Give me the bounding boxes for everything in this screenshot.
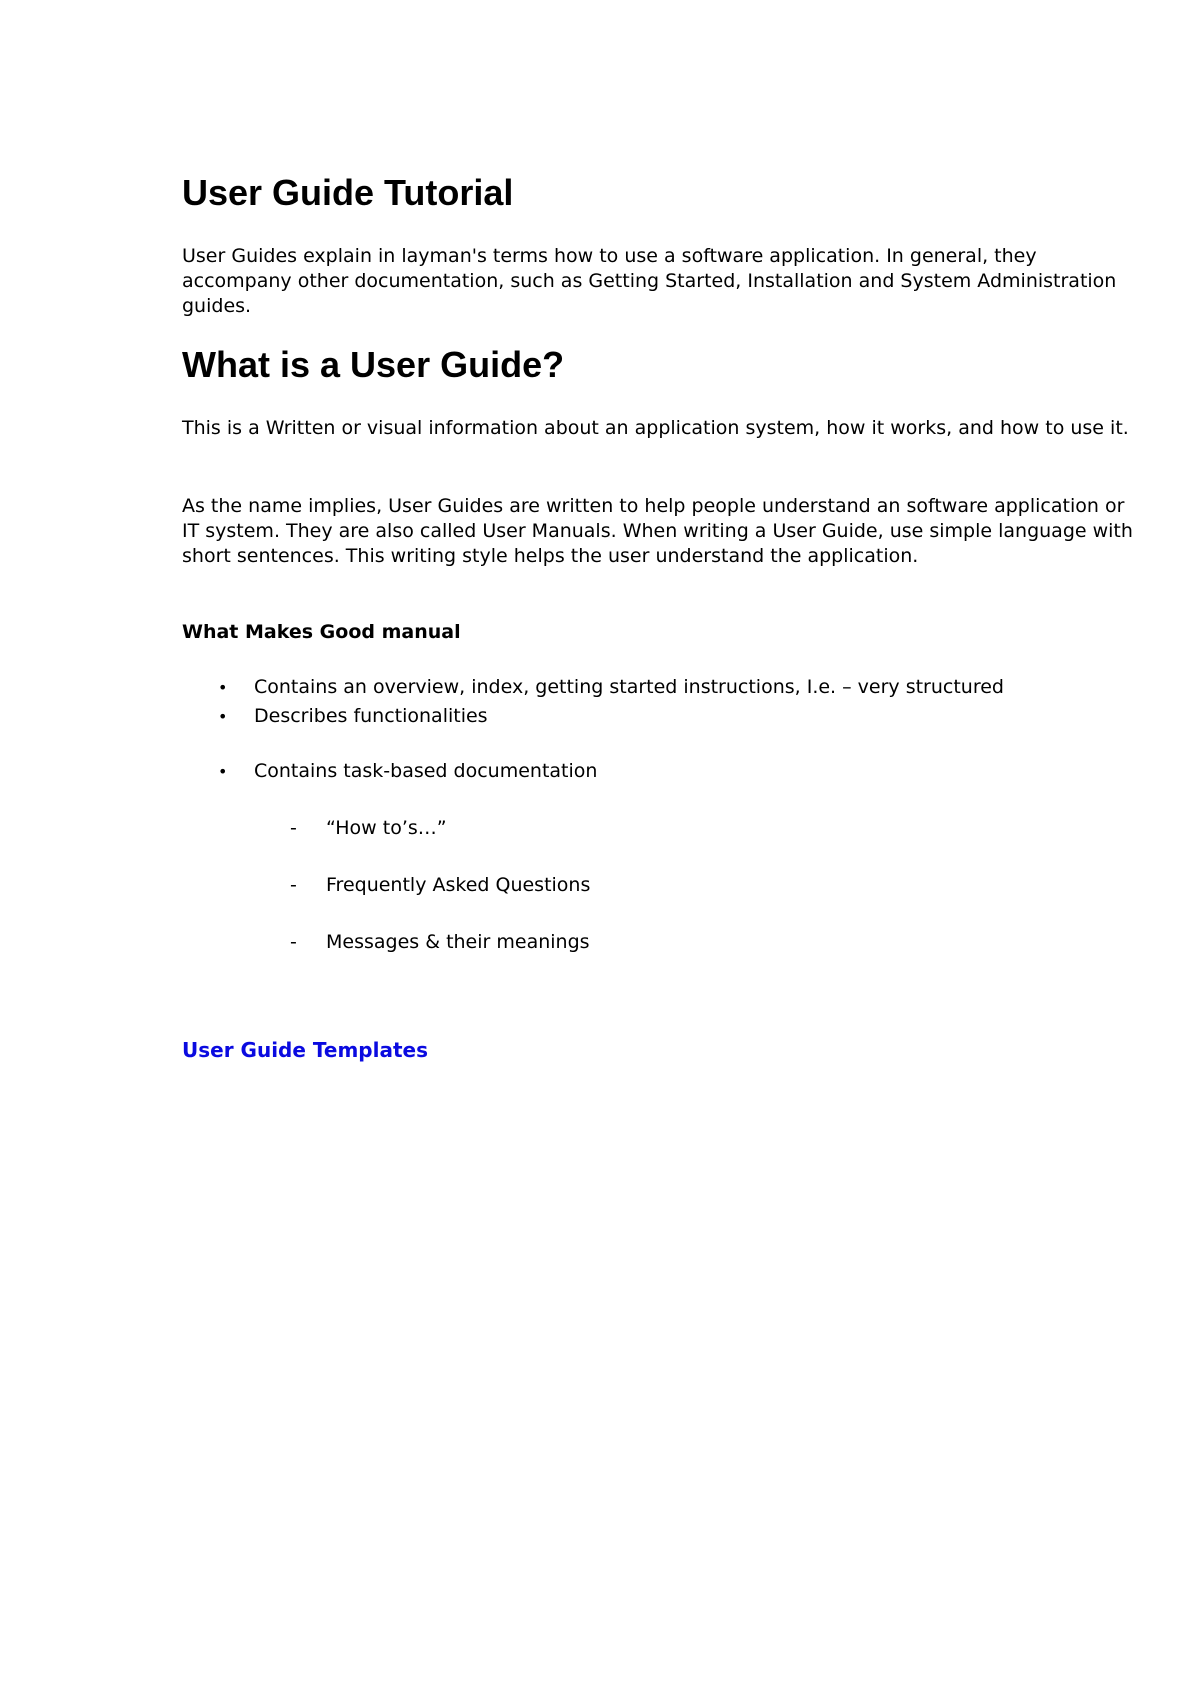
user-guide-templates-link[interactable]: User Guide Templates: [182, 1038, 428, 1062]
dash-icon: -: [290, 817, 297, 839]
sub-list-item: [290, 873, 590, 898]
bullet-icon: •: [218, 762, 228, 781]
list-item-text: Contains an overview, index, getting started instructions, I.e. – very structured: [254, 676, 1004, 698]
sub-list-item-text: “How to’s…”: [326, 817, 447, 839]
page-title: User Guide Tutorial: [182, 172, 514, 213]
sub-list-item-text: Messages & their meanings: [326, 931, 590, 953]
subheading: What Makes Good manual: [182, 621, 461, 643]
bullet-icon: •: [218, 678, 228, 697]
sub-list-item-text: Frequently Asked Questions: [326, 874, 591, 896]
list-item: [218, 704, 488, 729]
sub-list-item: [290, 930, 590, 955]
section-heading: What is a User Guide?: [182, 344, 565, 385]
intro-paragraph: User Guides explain in layman's terms how to use a software application. In general, they accompany other documentation, such as Getting Started, Installation and System Administration guides.: [182, 245, 1117, 317]
definition-paragraph: This is a Written or visual information about an application system, how it works, and how to use it.: [182, 417, 1129, 439]
sub-list-item: [290, 816, 447, 841]
explanation-paragraph: As the name implies, User Guides are written to help people understand an software application or IT system. They are also called User Manuals. When writing a User Guide, use simple language with short sentences. This writing style helps the user understand the application.: [182, 495, 1133, 567]
list-item: [218, 675, 1004, 700]
list-item-text: Contains task-based documentation: [254, 760, 598, 782]
list-item: [218, 759, 597, 784]
list-item-text: Describes functionalities: [254, 705, 488, 727]
dash-icon: -: [290, 931, 297, 953]
bullet-icon: •: [218, 707, 228, 726]
dash-icon: -: [290, 874, 297, 896]
